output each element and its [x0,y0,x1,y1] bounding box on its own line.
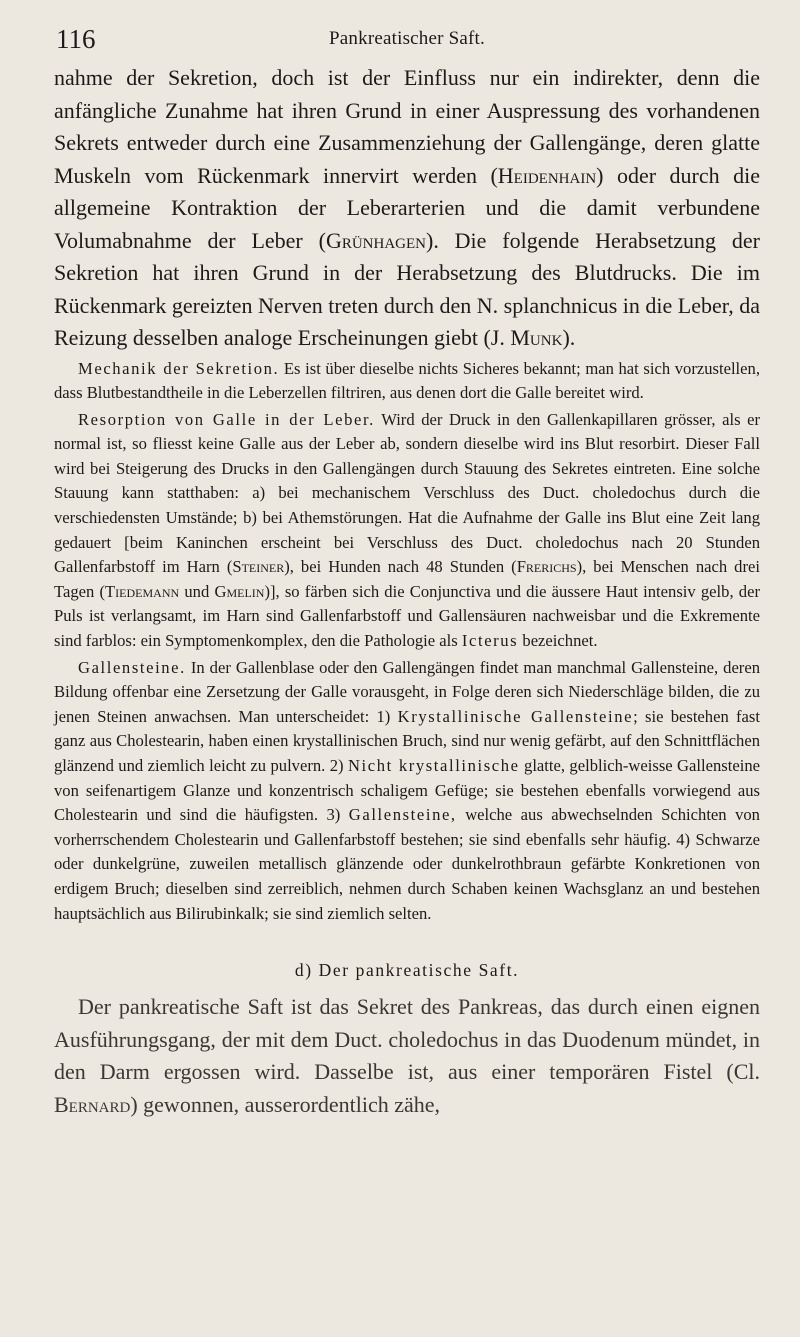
term-gallensteine-3: Gallensteine, [348,805,457,825]
paragraph-gallensteine: Gallensteine. In der Gallenblase oder den Gallengängen findet man manchmal Gallensteine, deren Bildung offenbar eine Zersetzung der Galle vorausgeht, in Folge deren sich Niederschläge bilden, die zu jenen Steinen anwachsen. Man unterscheidet: 1) Krystallinische Gallensteine; sie bestehen fast ganz aus Cholestearin, haben einen krystallinischen Bruch, sind nur wenig gefärbt, auf den Schnittflächen glänzend und ziemlich leicht zu pulvern. 2) Nicht krystallinische glatte, gelblich-weisse Gallensteine von seifenartigem Glanze und konzentrisch schaligem Gefüge; sie bestehen ebenfalls vorwiegend aus Cholestearin und sind die häufigsten. 3) Gallensteine, welche aus abwechselnden Schichten von vorherrschendem Cholestearin und Gallenfarbstoff bestehen; sie sind ebenfalls sehr häufig. 4) Schwarze oder dunkelgrüne, zuweilen metallisch glänzende oder dunkelrothbraun gefärbte Konkretionen von erdigem Bruch; dieselben sind zerreiblich, nehmen durch Schaben keinen Wachsglanz an und bestehen hauptsächlich aus Bilirubinkalk; sie sind ziemlich selten. [54,657,760,923]
paragraph-mechanik: Mechanik der Sekretion. Es ist über dieselbe nichts Sicheres bekannt; man hat sich vorzustellen, dass Blutbestandtheile in die Leberzellen filtriren, aus denen dort die Galle bereitet wird. [54,358,760,403]
author-munk: Munk [510,325,563,350]
heading-mechanik: Mechanik der Sekretion. [78,358,280,378]
heading-gallensteine: Gallensteine. [78,657,186,677]
author-gruenhagen: Grünhagen [325,227,426,253]
author-tiedemann: Tiedemann [105,581,180,601]
term-krystallinische: Krystallinische Gallensteine [397,706,634,726]
paragraph-pankreatischer-saft: Der pankreatische Saft ist das Sekret des Pankreas, das durch einen eignen Ausführungsgang, der mit dem Duct. choledochus in das Duodenum mündet, in den Darm ergossen wird. Dasselbe ist, aus einer temporären Fistel (Cl. Bernard) gewonnen, ausserordentlich zähe, [54,994,760,1117]
page-number: 116 [56,24,96,54]
author-heidenhain: Heidenhain [497,162,597,188]
author-frerichs: Frerichs [516,557,577,577]
term-icterus: Icterus [461,631,519,651]
heading-resorption: Resorption von Galle in der Leber. [78,409,375,429]
author-bernard: Bernard [54,1091,131,1117]
section-heading: d) Der pankreatische Saft. [294,960,520,981]
paragraph-innervation: nahme der Sekretion, doch ist der Einfluss nur ein indirekter, denn die anfängliche Zunahme hat ihren Grund in einer Auspressung des vorhandenen Sekrets entweder durch eine Zusammenziehung der Gallengänge, deren glatte Muskeln vom Rückenmark innervirt werden (Heidenhain) oder durch die allgemeine Kontraktion der Leberarterien und die damit verbundene Volumabnahme der Leber (Grünhagen). Die folgende Herabsetzung der Sekretion hat ihren Grund in der Herabsetzung des Blutdrucks. Die im Rückenmark gereizten Nerven treten durch den N. splanchnicus in die Leber, da Reizung desselben analoge Erscheinungen giebt (J. Munk). [54,65,760,350]
author-steiner: Steiner [232,557,285,577]
term-nicht-krystallinische: Nicht krystallinische [347,756,520,775]
page-header [54,18,760,62]
author-gmelin: Gmelin [214,581,265,601]
paragraph-resorption: Resorption von Galle in der Leber. Wird der Druck in den Gallenkapillaren grösser, als er normal ist, so fliesst keine Galle aus der Leber ab, sondern dieselbe wird ins Blut resorbirt. Dieser Fall wird bei Steigerung des Drucks in den Gallengängen durch Stauung des Sekretes eintreten. Eine solche Stauung kann statthaben: a) bei mechanischem Verschluss des Duct. choledochus durch die verschiedensten Umstände; b) bei Athemstörungen. Hat die Aufnahme der Galle ins Blut eine Zeit lang gedauert [beim Kaninchen erscheint bei Verschluss des Duct. choledochus nach 20 Stunden Gallenfarbstoff im Harn (Steiner), bei Hunden nach 48 Stunden (Frerichs), bei Menschen nach drei Tagen (Tiedemann und Gmelin)], so färben sich die Conjunctiva und die äussere Haut intensiv gelb, der Puls ist verlangsamt, im Harn sind Gallenfarbstoff und Gallensäuren nachweisbar und die Exkremente sind farblos: ein Symptomenkomplex, den die Pathologie als Icterus bezeichnet. [54,409,761,651]
running-title: Pankreatischer Saft. [329,28,485,49]
